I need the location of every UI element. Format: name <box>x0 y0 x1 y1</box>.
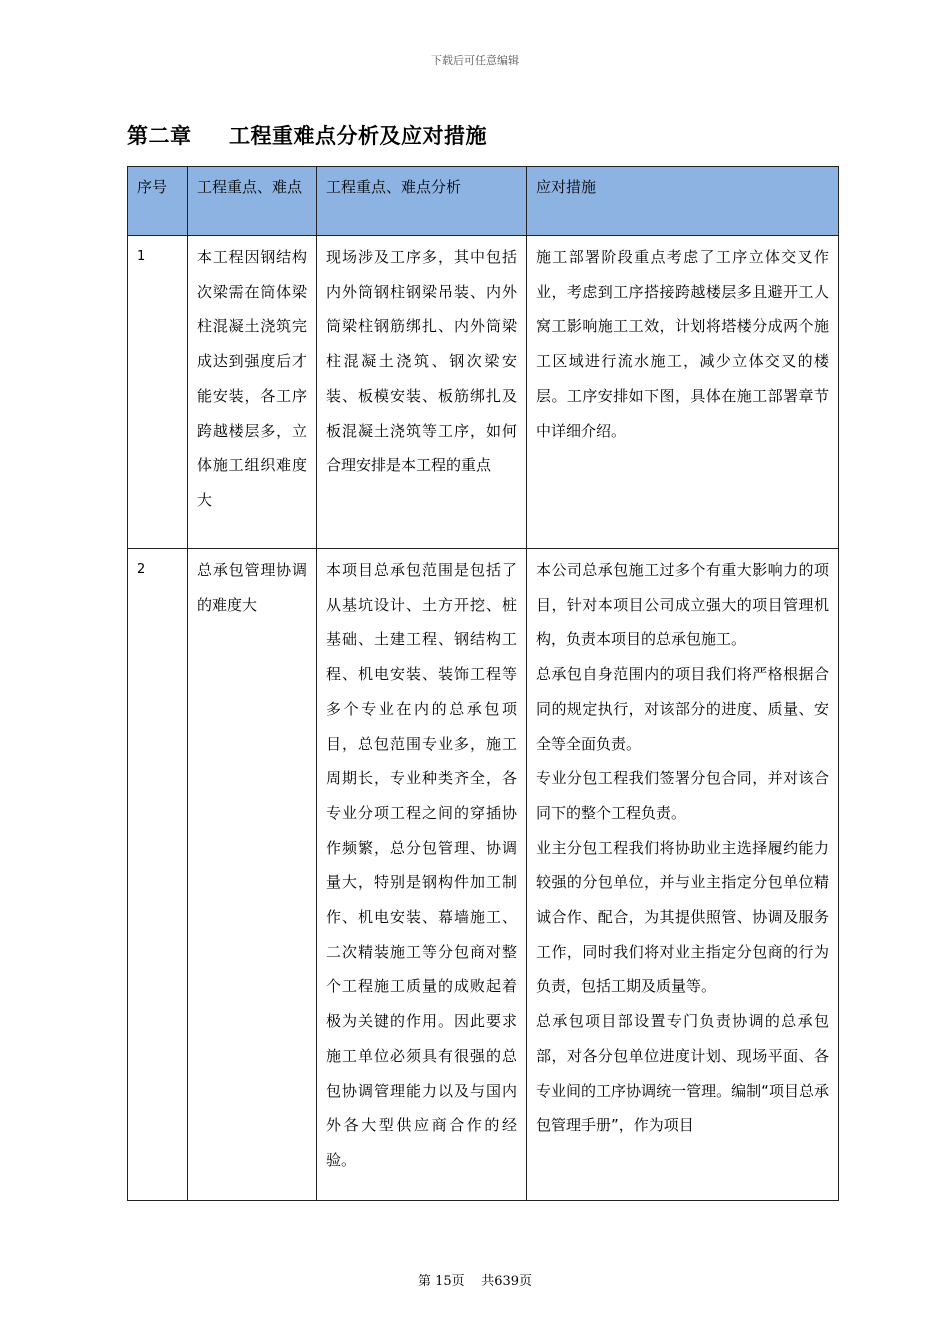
row-measures <box>527 236 839 549</box>
measure-paragraph: 总承包项目部设置专门负责协调的总承包部，对各分包单位进度计划、现场平面、各专业间的工序协调统一管理。编制“项目总承包管理手册”，作为项目 <box>536 1012 829 1135</box>
chapter-title: 工程重难点分析及应对措施 <box>229 124 487 148</box>
row-index: 2 <box>128 549 188 1201</box>
header-measures: 应对措施 <box>527 167 839 236</box>
table-header-row <box>128 167 839 236</box>
page-header: 下载后可任意编辑 <box>431 54 519 67</box>
header-key-point: 工程重点、难点 <box>188 167 317 236</box>
row-analysis: 现场涉及工序多，其中包括内外筒钢柱钢梁吊装、内外筒梁柱钢筋绑扎、内外筒梁柱混凝土浇筑、钢次梁安装、板模安装、板筋绑扎及板混凝土浇筑等工序，如何合理安排是本工程的重点 <box>317 236 527 549</box>
chapter-number: 第二章 <box>127 124 192 148</box>
header-analysis: 工程重点、难点分析 <box>317 167 527 236</box>
table-row <box>128 549 839 1201</box>
chapter-heading <box>127 120 487 150</box>
page-number: 第 15页 <box>417 1274 465 1289</box>
measures-table <box>127 166 839 1201</box>
row-key-point: 本工程因钢结构次梁需在筒体梁柱混凝土浇筑完成达到强度后才能安装，各工序跨越楼层多，立体施工组织难度大 <box>188 236 317 549</box>
measure-paragraph: 本公司总承包施工过多个有重大影响力的项目，针对本项目公司成立强大的项目管理机构，负责本项目的总承包施工。 <box>536 561 829 649</box>
table-row <box>128 236 839 549</box>
measure-paragraph: 施工部署阶段重点考虑了工序立体交叉作业，考虑到工序搭接跨越楼层多且避开工人窝工影响施工工效，计划将塔楼分成两个施工区域进行流水施工，减少立体交叉的楼层。工序安排如下图，具体在施工部署章节中详细介绍。 <box>536 248 829 440</box>
row-analysis: 本项目总承包范围是包括了从基坑设计、土方开挖、桩基础、土建工程、钢结构工程、机电安装、装饰工程等多个专业在内的总承包项目，总包范围专业多，施工周期长，专业种类齐全，各专业分项工程之间的穿插协作频繁，总分包管理、协调量大，特别是钢构件加工制作、机电安装、幕墙施工、二次精装施工等分包商对整个工程施工质量的成败起着极为关键的作用。因此要求施工单位必须具有很强的总包协调管理能力以及与国内外各大型供应商合作的经验。 <box>317 549 527 1201</box>
header-index: 序号 <box>128 167 188 236</box>
page-total: 共639页 <box>481 1274 533 1289</box>
row-key-point: 总承包管理协调的难度大 <box>188 549 317 1201</box>
row-index: 1 <box>128 236 188 549</box>
row-measures <box>527 549 839 1201</box>
measure-paragraph: 专业分包工程我们签署分包合同，并对该合同下的整个工程负责。 <box>536 769 829 822</box>
page-footer <box>0 1270 950 1289</box>
measure-paragraph: 业主分包工程我们将协助业主选择履约能力较强的分包单位，并与业主指定分包单位精诚合作、配合，为其提供照管、协调及服务工作，同时我们将对业主指定分包商的行为负责，包括工期及质量等。 <box>536 838 829 996</box>
measure-paragraph: 总承包自身范围内的项目我们将严格根据合同的规定执行，对该部分的进度、质量、安全等全面负责。 <box>536 665 829 753</box>
